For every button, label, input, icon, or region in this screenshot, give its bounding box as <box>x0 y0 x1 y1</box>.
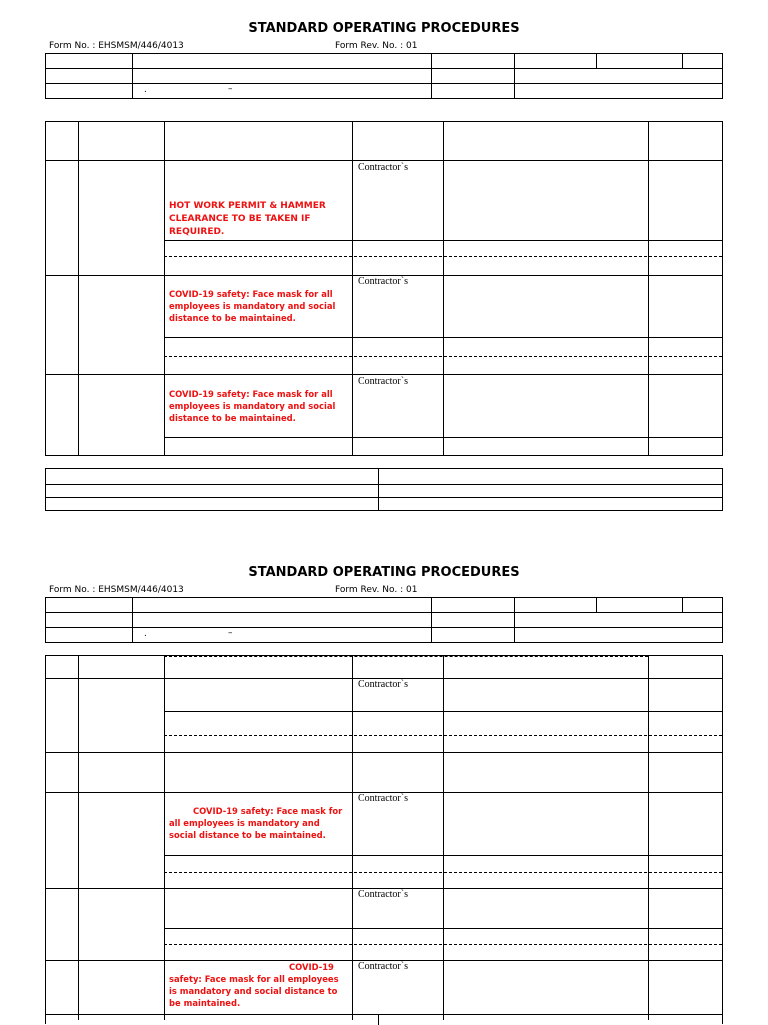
hot-work-permit-note: HOT WORK PERMIT & HAMMER CLEARANCE TO BE TAKEN IF REQUIRED. <box>169 201 326 237</box>
covid-safety-note: COVID-19 safety: Face mask for all employees is mandatory and social distance to be maintained. <box>169 962 339 1008</box>
contractor-label: Contractor`s <box>358 376 408 387</box>
procedure-table <box>45 121 723 456</box>
page-title: STANDARD OPERATING PROCEDURES <box>248 21 520 36</box>
contractor-label: Contractor`s <box>358 889 408 900</box>
contractor-label: Contractor`s <box>358 276 408 287</box>
covid-safety-note: COVID-19 safety: Face mask for all employees is mandatory and social distance to be maintained. <box>169 289 336 323</box>
form-number: Form No. : EHSMSM/446/4013 <box>49 41 184 51</box>
footer-table <box>45 1014 723 1024</box>
contractor-label: Contractor`s <box>358 961 408 972</box>
page-title: STANDARD OPERATING PROCEDURES <box>248 565 520 580</box>
contractor-label: Contractor`s <box>358 679 408 690</box>
header-info-table <box>45 53 723 99</box>
header-dash-mark: – <box>228 84 233 94</box>
form-revision: Form Rev. No. : 01 <box>335 41 418 51</box>
header-dash-mark: – <box>228 628 233 638</box>
procedure-table <box>45 655 723 1020</box>
covid-safety-note: COVID-19 safety: Face mask for all employees is mandatory and social distance to be maintained. <box>169 806 343 840</box>
form-revision: Form Rev. No. : 01 <box>335 585 418 595</box>
covid-safety-note: COVID-19 safety: Face mask for all employees is mandatory and social distance to be maintained. <box>169 389 336 423</box>
header-dot-mark: . <box>144 85 147 95</box>
header-dot-mark: . <box>144 629 147 639</box>
header-info-table <box>45 597 723 643</box>
footer-table <box>45 468 723 511</box>
contractor-label: Contractor`s <box>358 162 408 173</box>
contractor-label: Contractor`s <box>358 793 408 804</box>
form-number: Form No. : EHSMSM/446/4013 <box>49 585 184 595</box>
